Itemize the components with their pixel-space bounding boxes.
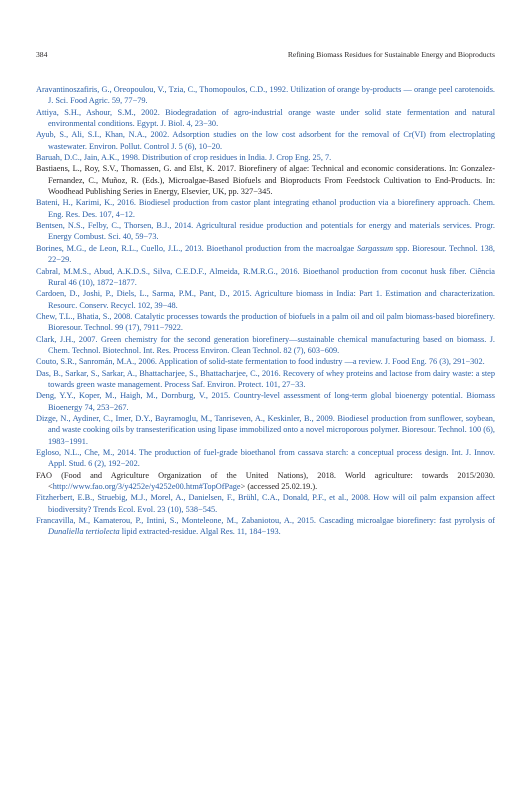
reference-text: > (accessed 25.02.19.). <box>240 482 318 492</box>
reference-entry[interactable]: Das, B., Sarkar, S., Sarkar, A., Bhattacharjee, S., Bhattacharjee, C., 2016. Recovery of whey proteins and lactose from dairy waste: a step towards green waste management. Process Saf. Environ. Protect. 101, 27−33. <box>36 368 495 389</box>
reference-text: Francavilla, M., Kamaterou, P., Intini, S., Monteleone, M., Zabaniotou, A., 2015. Cascading microalgae biorefinery: fast pyrolysis of <box>36 516 495 526</box>
reference-entry: Bastiaens, L., Roy, S.V., Thomassen, G. and Elst, K. 2017. Biorefinery of algae: Technical and economic considerations. In: Gonzalez-Fernandez, C., Muñoz, R. (Eds.), Microalgae-Based Biofuels and Bioproducts From Feedstock Cultivation to End-Products. In: Woodhead Publishing Series in Energy, Elsevier, UK, pp. 327−345. <box>36 164 495 197</box>
reference-entry[interactable]: Dizge, N., Aydiner, C., Imer, D.Y., Bayramoglu, M., Tanriseven, A., Keskinler, B., 2009. Biodiesel production from sunflower, soybean, and waste cooking oils by transesterification using lipase immobilized onto a novel microporous polymer. Bioresour. Technol. 100 (6), 1983−1991. <box>36 413 495 446</box>
reference-entry[interactable]: Aravantinoszafiris, G., Oreopoulou, V., Tzia, C., Thomopoulos, C.D., 1992. Utilization of orange by-products — orange peel carotenoids. J. Sci. Food Agric. 59, 77−79. <box>36 85 495 106</box>
reference-text: spp. Bioresour. Technol. 138, 22−29. <box>48 243 495 265</box>
reference-entry[interactable]: Baruah, D.C., Jain, A.K., 1998. Distribution of crop residues in India. J. Crop Eng. 25, 7. <box>36 153 332 163</box>
reference-entry[interactable]: Ayub, S., Ali, S.I., Khan, N.A., 2002. Adsorption studies on the low cost adsorbent for the removal of Cr(VI) from electroplating wastewater. Environ. Pollut. Control J. 5 (6), 10−20. <box>36 130 495 151</box>
reference-text: Borines, M.G., de Leon, R.L., Cuello, J.L., 2013. Bioethanol production from the macroalgae <box>36 243 357 253</box>
reference-text: lipid extracted-residue. Algal Res. 11, 184−193. <box>119 527 281 537</box>
reference-entry[interactable]: Bateni, H., Karimi, K., 2016. Biodiesel production from castor plant integrating ethanol production via a biorefinery approach. Chem. Eng. Res. Des. 107, 4−12. <box>36 198 495 219</box>
reference-text: FAO (Food and Agriculture Organization of the United Nations), 2018. World agriculture: towards 2015/2030. < <box>36 470 495 492</box>
reference-entry[interactable]: Clark, J.H., 2007. Green chemistry for the second generation biorefinery—sustainable chemical manufacturing based on biomass. J. Chem. Technol. Biotechnol. Int. Res. Process Environ. Clean Technol. 82 (7), 603−609. <box>36 334 495 355</box>
reference-entry[interactable] <box>36 243 495 266</box>
species-name: Dunaliella tertiolecta <box>48 527 120 537</box>
reference-entry[interactable]: Cardoen, D., Joshi, P., Diels, L., Sarma, P.M., Pant, D., 2015. Agriculture biomass in India: Part 1. Estimation and characterization. Resourc. Conserv. Recycl. 102, 39−48. <box>36 289 495 310</box>
reference-entry[interactable]: Attiya, S.H., Ashour, S.M., 2002. Biodegradation of agro-industrial orange waste under solid state fermentation and natural environmental conditions. Egypt. J. Biol. 4, 23−30. <box>36 107 495 129</box>
reference-entry[interactable]: Bentsen, N.S., Felby, C., Thorsen, B.J., 2014. Agricultural residue production and potentials for energy and materials services. Progr. Energy Combust. Sci. 40, 59−73. <box>36 221 495 242</box>
reference-list <box>36 84 495 538</box>
reference-entry[interactable]: Egloso, N.L., Che, M., 2014. The production of fuel-grade bioethanol from cassava starch: a conceptual process design. Int. J. Innov. Appl. Stud. 6 (2), 192−202. <box>36 448 495 469</box>
reference-entry[interactable]: Cabral, M.M.S., Abud, A.K.D.S., Silva, C.E.D.F., Almeida, R.M.R.G., 2016. Bioethanol production from coconut husk fiber. Ciência Rural 46 (10), 1872−1877. <box>36 266 495 287</box>
page-number: 384 <box>36 50 48 59</box>
running-title: Refining Biomass Residues for Sustainable Energy and Bioproducts <box>287 50 495 59</box>
reference-entry[interactable] <box>36 515 495 538</box>
species-name: Sargassum <box>356 243 394 253</box>
reference-entry[interactable]: Deng, Y.Y., Koper, M., Haigh, M., Dornburg, V., 2015. Country-level assessment of long-term global bioenergy potential. Biomass Bioenergy 74, 253−267. <box>36 391 495 412</box>
reference-url-link[interactable]: http://www.fao.org/3/y4252e/y4252e00.htm#TopOfPage <box>52 482 241 492</box>
reference-entry <box>36 470 495 493</box>
reference-entry[interactable]: Fitzherbert, E.B., Struebig, M.J., Morel, A., Danielsen, F., Brühl, C.A., Donald, P.F., et al., 2008. How will oil palm expansion affect biodiversity? Trends Ecol. Evol. 23 (10), 538−545. <box>36 493 495 514</box>
reference-entry[interactable]: Chew, T.L., Bhatia, S., 2008. Catalytic processes towards the production of biofuels in a palm oil and oil palm biomass-based biorefinery. Bioresour. Technol. 99 (17), 7911−7922. <box>36 311 495 333</box>
reference-entry[interactable]: Couto, S.R., Sanromán, M.A., 2006. Application of solid-state fermentation to food industry —a review. J. Food Eng. 76 (3), 291−302. <box>36 357 485 367</box>
